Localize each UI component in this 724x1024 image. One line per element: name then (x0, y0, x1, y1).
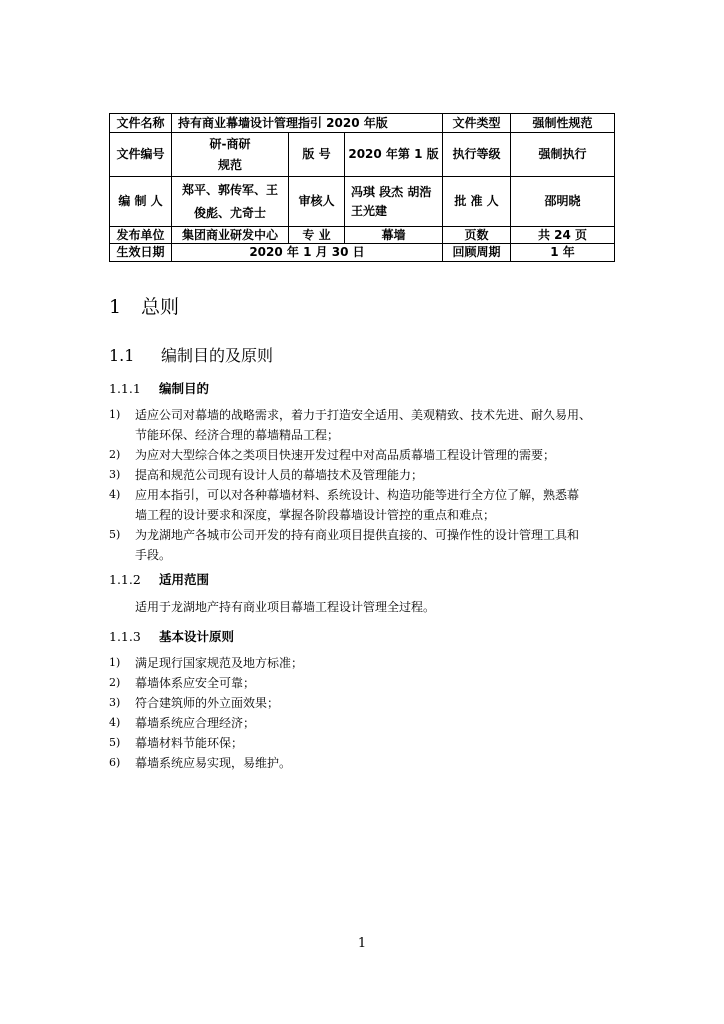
section-title: 适用范围 (159, 572, 210, 587)
table-row (110, 177, 615, 227)
list-item (109, 485, 619, 525)
item-number: 5) (109, 528, 121, 541)
value-review-cycle: 1 年 (511, 244, 615, 262)
label-review-cycle: 回顾周期 (443, 244, 511, 262)
section-title: 基本设计原则 (159, 629, 235, 644)
item-number: 3) (109, 468, 121, 481)
section-number: 1.1 (109, 346, 135, 365)
section-title: 编制目的 (159, 381, 210, 396)
table-row (110, 133, 615, 177)
label-page-count: 页数 (443, 227, 511, 244)
item-line: 符合建筑师的外立面效果； (135, 696, 280, 710)
value-reviewer (345, 177, 443, 227)
label-publisher: 发布单位 (110, 227, 172, 244)
item-number: 6) (109, 756, 121, 769)
list-item (109, 525, 619, 565)
item-line: 应用本指引，可以对各种幕墙材料、系统设计、构造功能等进行全方位了解，熟悉幕 (135, 488, 580, 502)
value-exec-level: 强制执行 (511, 133, 615, 177)
principles-list (109, 653, 619, 773)
label-discipline: 专 业 (289, 227, 345, 244)
heading-section-1-1-3 (109, 627, 234, 645)
table-row (110, 227, 615, 244)
label-doc-number: 文件编号 (110, 133, 172, 177)
section-title: 编制目的及原则 (161, 346, 274, 365)
item-line: 手段。 (135, 548, 172, 562)
list-item (109, 465, 619, 485)
value-doc-type: 强制性规范 (511, 114, 615, 133)
table-row (110, 114, 615, 133)
item-line: 幕墙体系应安全可靠； (135, 676, 256, 690)
section-number: 1.1.3 (109, 629, 141, 644)
label-approver: 批 准 人 (443, 177, 511, 227)
heading-section-1-1 (109, 343, 273, 366)
value-approver: 邵明晓 (511, 177, 615, 227)
label-version: 版 号 (289, 133, 345, 177)
value-version: 2020 年第 1 版 (345, 133, 443, 177)
list-item (109, 653, 619, 673)
value-doc-name: 持有商业幕墙设计管理指引 2020 年版 (172, 114, 443, 133)
reviewer-line1: 冯琪 段杰 胡浩 (351, 185, 432, 200)
item-line: 幕墙材料节能环保； (135, 736, 244, 750)
label-exec-level: 执行等级 (443, 133, 511, 177)
item-number: 4) (109, 488, 121, 501)
heading-section-1 (109, 292, 179, 319)
section-title: 总则 (141, 296, 180, 318)
item-line: 幕墙系统应易实现，易维护。 (135, 756, 292, 770)
list-item (109, 445, 619, 465)
page-number: 1 (357, 936, 367, 951)
item-number: 5) (109, 736, 121, 749)
item-number: 2) (109, 676, 121, 689)
list-item (109, 753, 619, 773)
value-author (172, 177, 289, 227)
item-number: 4) (109, 716, 121, 729)
list-item (109, 405, 619, 445)
section-number: 1 (109, 296, 122, 318)
item-line: 幕墙系统应合理经济； (135, 716, 256, 730)
section-number: 1.1.1 (109, 381, 141, 396)
list-item (109, 733, 619, 753)
item-number: 1) (109, 408, 121, 421)
value-effective-date: 2020 年 1 月 30 日 (172, 244, 443, 262)
item-line: 满足现行国家规范及地方标准； (135, 656, 304, 670)
author-line1: 郑平、郭传军、王 (181, 183, 278, 198)
heading-section-1-1-2 (109, 570, 209, 588)
list-item (109, 693, 619, 713)
item-number: 1) (109, 656, 121, 669)
item-line: 墙工程的设计要求和深度，掌握各阶段幕墙设计管控的重点和难点； (135, 508, 496, 522)
doc-number-line2: 规范 (217, 157, 242, 172)
item-number: 3) (109, 696, 121, 709)
value-doc-number (172, 133, 289, 177)
heading-section-1-1-1 (109, 379, 209, 397)
scope-paragraph: 适用于龙湖地产持有商业项目幕墙工程设计管理全过程。 (135, 600, 436, 614)
author-line2: 俊彪、尤奇士 (193, 205, 266, 220)
item-line: 为应对大型综合体之类项目快速开发过程中对高品质幕墙工程设计管理的需要； (135, 448, 556, 462)
item-number: 2) (109, 448, 121, 461)
label-reviewer: 审核人 (289, 177, 345, 227)
item-line: 节能环保、经济合理的幕墙精品工程； (135, 428, 340, 442)
item-line: 适应公司对幕墙的战略需求，着力于打造安全适用、美观精致、技术先进、耐久易用、 (135, 408, 592, 422)
table-row (110, 244, 615, 262)
doc-number-line1: 研-商研 (209, 137, 251, 152)
label-author: 编 制 人 (110, 177, 172, 227)
label-effective-date: 生效日期 (110, 244, 172, 262)
list-item (109, 713, 619, 733)
reviewer-line2: 王光建 (351, 203, 388, 218)
value-discipline: 幕墙 (345, 227, 443, 244)
purpose-list (109, 405, 619, 565)
item-line: 提高和规范公司现有设计人员的幕墙技术及管理能力； (135, 468, 424, 482)
document-info-table (109, 113, 615, 262)
value-publisher: 集团商业研发中心 (172, 227, 289, 244)
label-doc-type: 文件类型 (443, 114, 511, 133)
list-item (109, 673, 619, 693)
section-number: 1.1.2 (109, 572, 141, 587)
item-line: 为龙湖地产各城市公司开发的持有商业项目提供直接的、可操作性的设计管理工具和 (135, 528, 580, 542)
label-doc-name: 文件名称 (110, 114, 172, 133)
value-page-count: 共 24 页 (511, 227, 615, 244)
